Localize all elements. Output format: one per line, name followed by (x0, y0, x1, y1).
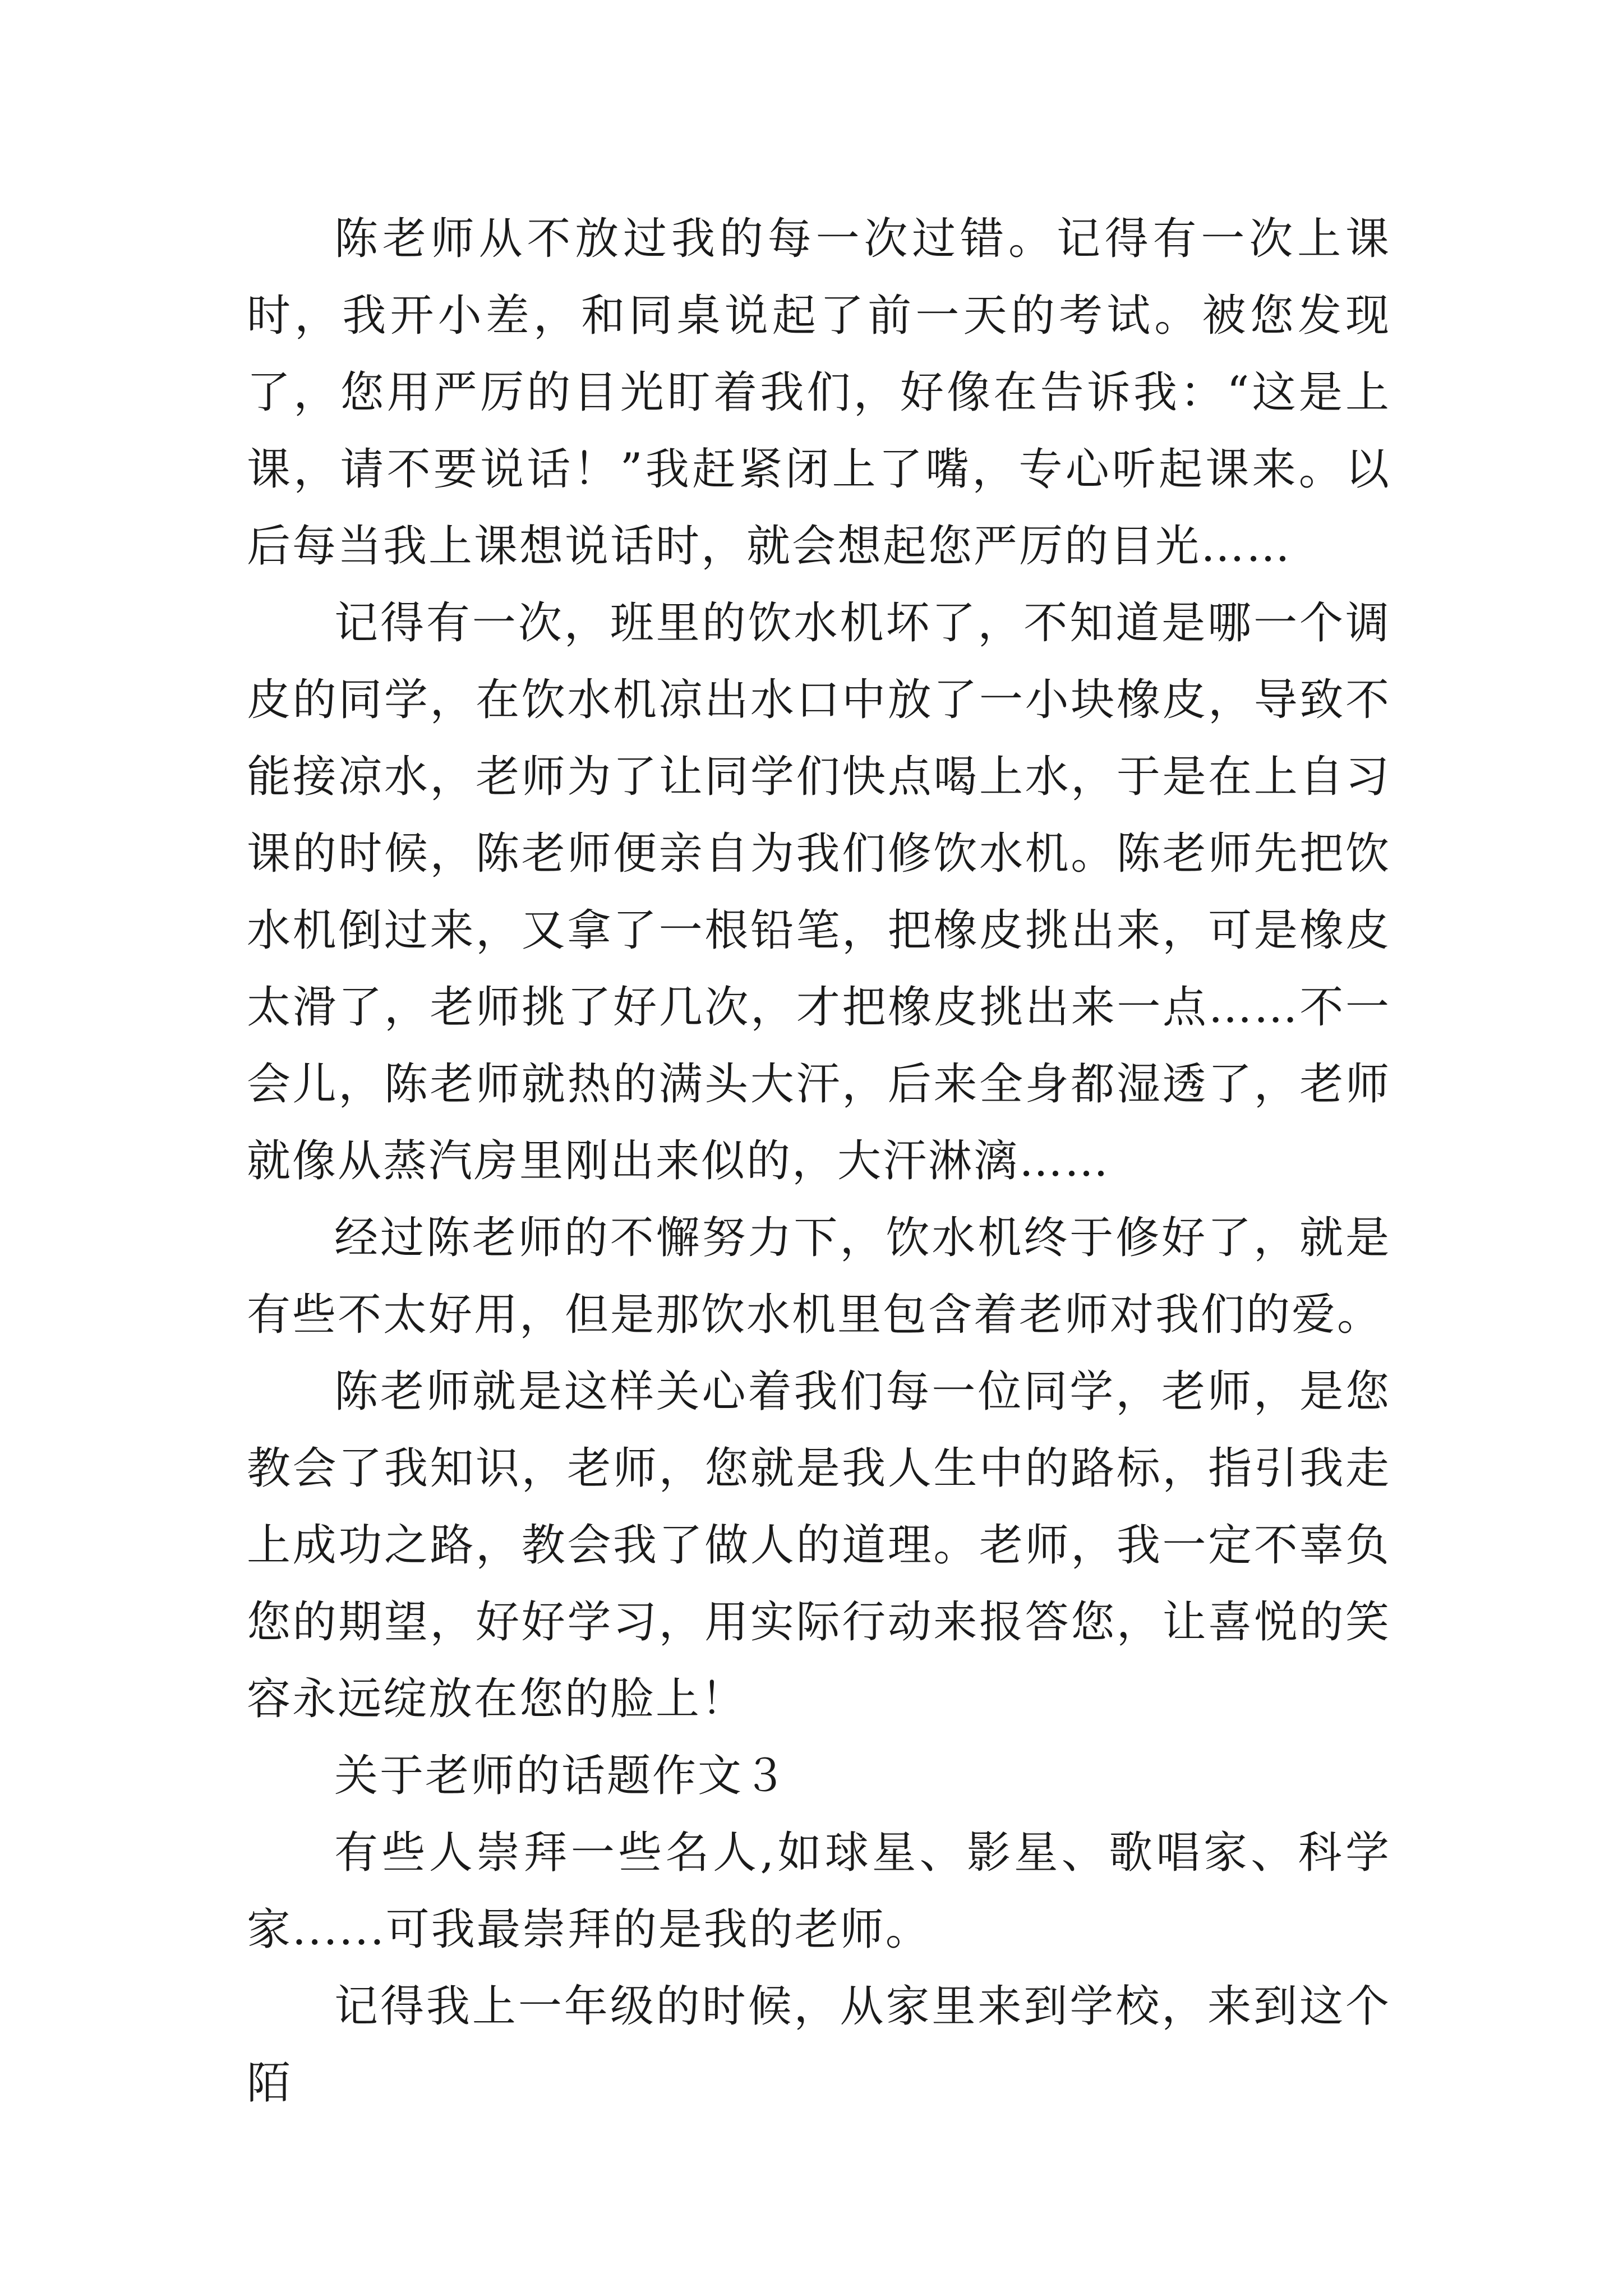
document-body (247, 201, 1391, 2122)
paragraph-1: 陈老师从不放过我的每一次过错。记得有一次上课时，我开小差，和同桌说起了前一天的考试。被您发现了，您用严厉的目光盯着我们，好像在告诉我：“这是上课，请不要说话！”我赶紧闭上了嘴，专心听起课来。以后每当我上课想说话时，就会想起您严厉的目光…… (247, 214, 1391, 572)
paragraph-2: 记得有一次，班里的饮水机坏了，不知道是哪一个调皮的同学，在饮水机凉出水口中放了一小块橡皮，导致不能接凉水，老师为了让同学们快点喝上水，于是在上自习课的时候，陈老师便亲自为我们修饮水机。陈老师先把饮水机倒过来，又拿了一根铅笔，把橡皮挑出来，可是橡皮太滑了，老师挑了好几次，才把橡皮挑出来一点……不一会儿，陈老师就热的满头大汗，后来全身都湿透了，老师就像从蒸汽房里刚出来似的，大汗淋漓…… (247, 598, 1391, 1186)
section-heading: 关于老师的话题作文３ (334, 1751, 789, 1801)
paragraph-3: 经过陈老师的不懈努力下，饮水机终于修好了，就是有些不太好用，但是那饮水机里包含着老师对我们的爱。 (247, 1213, 1391, 1340)
paragraph-4: 陈老师就是这样关心着我们每一位同学，老师，是您教会了我知识，老师，您就是我人生中的路标，指引我走上成功之路，教会我了做人的道理。老师，我一定不辜负您的期望，好好学习，用实际行动来报答您，让喜悦的笑容永远绽放在您的脸上！ (247, 1366, 1391, 1724)
paragraph-5: 有些人崇拜一些名人,如球星、影星、歌唱家、科学家......可我最崇拜的是我的老师。 (247, 1828, 1391, 1955)
paragraph-6: 记得我上一年级的时候，从家里来到学校，来到这个陌 (247, 1981, 1391, 2109)
